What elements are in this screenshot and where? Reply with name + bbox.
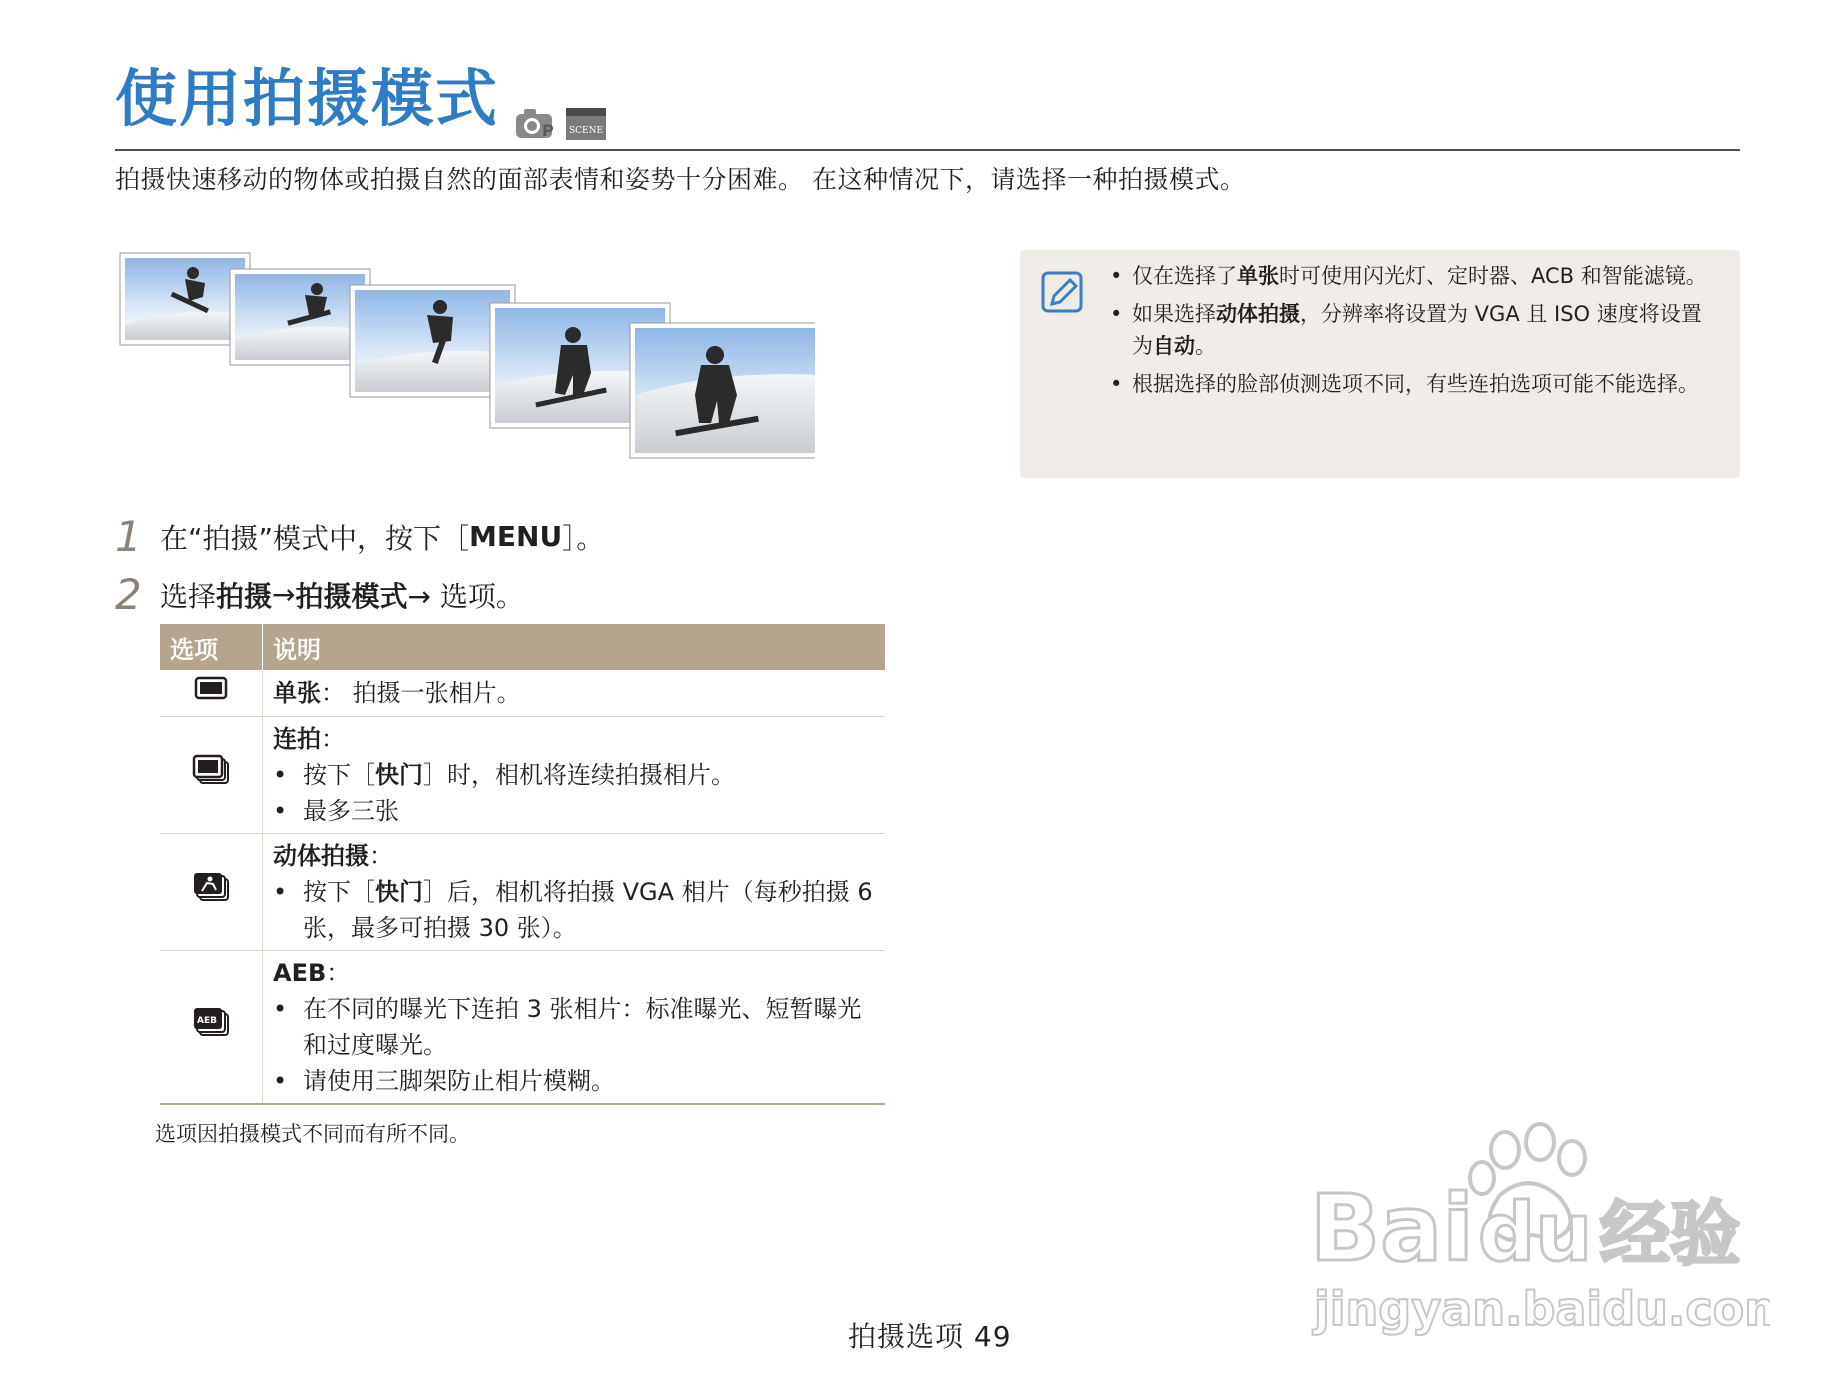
snowboarder-sequence-illustration <box>115 245 815 479</box>
list-item: • 在不同的曝光下连拍 3 张相片：标准曝光、短暂曝光和过度曝光。 <box>273 991 875 1063</box>
step-number: 1 <box>115 512 142 561</box>
note-item: • 仅在选择了单张时可使用闪光灯、定时器、ACB 和智能滤镜。 <box>1110 260 1720 292</box>
table-row <box>160 716 885 833</box>
camera-program-icon <box>516 109 554 140</box>
footnote: 选项因拍摄模式不同而有所不同。 <box>155 1122 470 1146</box>
note-list <box>1110 260 1720 406</box>
continuous-shot-icon <box>160 716 263 833</box>
svg-text:Bai: Bai <box>1310 1175 1474 1282</box>
scene-icon-label: SCENE <box>569 126 604 136</box>
note-box <box>1020 250 1740 478</box>
option-description: 动体拍摄： • 按下［快门］后，相机将拍摄 VGA 相片（每秒拍摄 6 张，最多可拍摄 30 张）。 <box>263 833 886 950</box>
svg-text:AEB: AEB <box>197 1015 217 1026</box>
aeb-icon <box>160 950 263 1104</box>
step-number: 2 <box>115 570 142 619</box>
list-item: • 按下［快门］后，相机将拍摄 VGA 相片（每秒拍摄 6 张，最多可拍摄 30 张）。 <box>273 874 875 946</box>
option-description: 单张： 拍摄一张相片。 <box>263 670 886 716</box>
list-item: • 请使用三脚架防止相片模糊。 <box>273 1063 875 1099</box>
mode-icons <box>514 104 614 148</box>
note-item: • 根据选择的脸部侦测选项不同，有些连拍选项可能不能选择。 <box>1110 368 1720 400</box>
options-table <box>160 624 885 1105</box>
page-footer: 拍摄选项 49 <box>848 1320 1012 1353</box>
note-pencil-icon <box>1040 270 1086 320</box>
step-2: 2 选择 拍摄 → 拍摄模式 → 选项。 <box>115 570 524 619</box>
intro-text: 拍摄快速移动的物体或拍摄自然的面部表情和姿势十分困难。 在这种情况下，请选择一种拍摄模式。 <box>115 165 1246 194</box>
title-rule <box>115 149 1740 151</box>
scene-icon <box>566 108 606 140</box>
table-header-option: 选项 <box>160 624 263 670</box>
table-row <box>160 950 885 1104</box>
step-1: 1 在“拍摄”模式中，按下［ MENU ］。 <box>115 512 605 561</box>
table-header-description: 说明 <box>263 624 886 670</box>
table-row <box>160 670 885 716</box>
motion-capture-icon <box>160 833 263 950</box>
baidu-jingyan-watermark <box>1300 1120 1770 1344</box>
page-title: 使用拍摄模式 <box>115 62 500 135</box>
svg-text:jingyan.baidu.com: jingyan.baidu.com <box>1314 1282 1770 1336</box>
option-description: 连拍： • 按下［快门］时，相机将连续拍摄相片。 • 最多三张 <box>263 716 886 833</box>
svg-text:经验: 经验 <box>1600 1193 1740 1275</box>
svg-text:P: P <box>542 121 554 140</box>
single-shot-icon <box>160 670 263 716</box>
list-item: • 按下［快门］时，相机将连续拍摄相片。 <box>273 757 875 793</box>
svg-text:du: du <box>1478 1186 1593 1279</box>
list-item: • 最多三张 <box>273 793 875 829</box>
option-description: AEB： • 在不同的曝光下连拍 3 张相片：标准曝光、短暂曝光和过度曝光。 • 请使用三脚架防止相片模糊。 <box>263 950 886 1104</box>
table-row <box>160 833 885 950</box>
note-item: • 如果选择动体拍摄，分辨率将设置为 VGA 且 ISO 速度将设置为自动。 <box>1110 298 1720 362</box>
